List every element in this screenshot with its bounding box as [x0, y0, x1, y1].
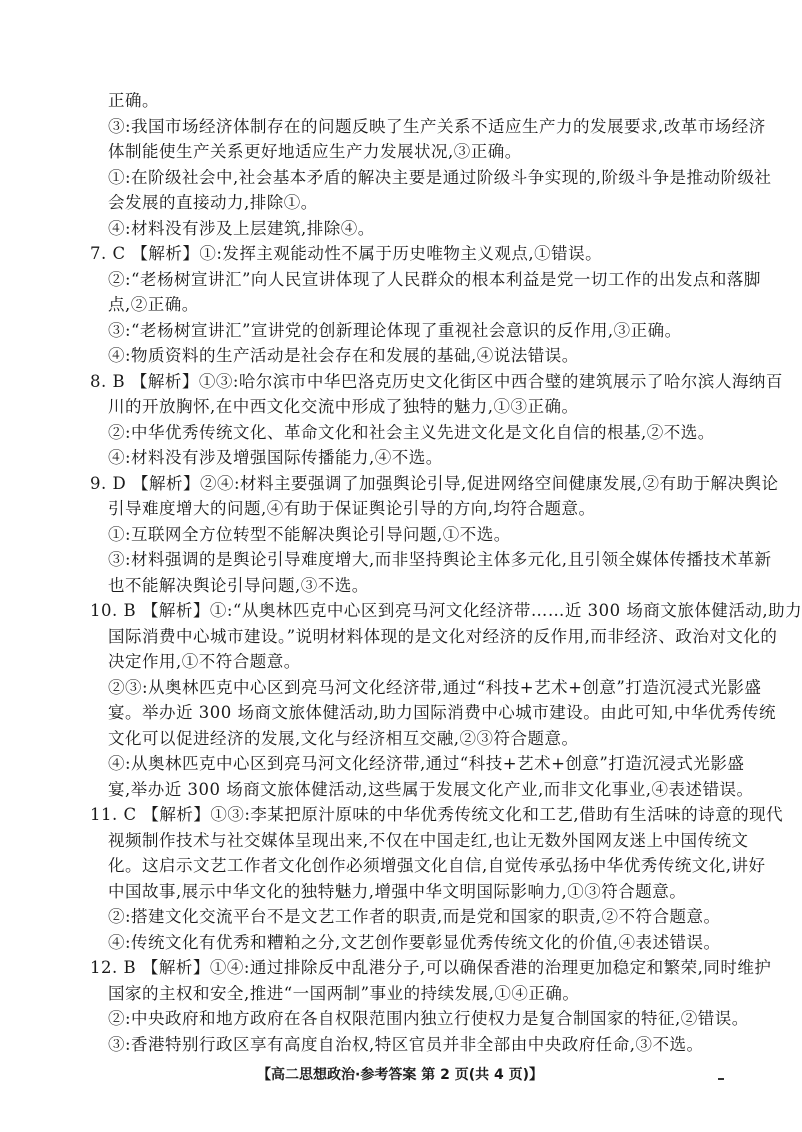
answer-line: 体制能使生产关系更好地适应生产力发展状况,③正确。	[108, 142, 522, 161]
question-line: 10. B 【解析】①:“从奥林匹克中心区到亮马河文化经济带……近 300 场商文旅体健活动,助力	[90, 601, 802, 620]
answer-line: ①:在阶级社会中,社会基本矛盾的解决主要是通过阶级斗争实现的,阶级斗争是推动阶级社	[108, 167, 772, 187]
answer-line: 国际消费中心城市建设。”说明材料体现的是文化对经济的反作用,而非经济、政治对文化的	[108, 626, 778, 646]
answer-line: ④:传统文化有优秀和糟粕之分,文艺创作要彰显优秀传统文化的价值,④表述错误。	[108, 932, 721, 952]
question-line: 8. B 【解析】①③:哈尔滨市中华巴洛克历史文化街区中西合璧的建筑展示了哈尔滨人海纳百	[90, 371, 783, 391]
page-footer: 【高二思想政治·参考答案 第 2 页(共 4 页)】	[257, 1067, 543, 1083]
answer-line: 点,②正确。	[108, 295, 199, 314]
question-line: 11. C 【解析】①③:李某把原汁原味的中华优秀传统文化和工艺,借助有生活味的诗意的现代	[90, 805, 784, 824]
answer-line: 中国故事,展示中华文化的独特魅力,增强中华文明国际影响力,①③符合题意。	[108, 881, 687, 901]
answer-line: ③:香港特别行政区享有高度自治权,特区官员并非全部由中央政府任命,③不选。	[108, 1034, 704, 1054]
answer-line: ④:材料没有涉及增强国际传播能力,④不选。	[108, 448, 443, 467]
question-line: 9. D 【解析】②④:材料主要强调了加强舆论引导,促进网络空间健康发展,②有助于解决舆论	[90, 473, 779, 493]
answer-line: ②③:从奥林匹克中心区到亮马河文化经济带,通过“科技+艺术+创意”打造沉浸式光影盛	[108, 677, 762, 697]
question-line: 12. B 【解析】①④:通过排除反中乱港分子,可以确保香港的治理更加稳定和繁荣,同时维护	[90, 958, 772, 977]
answer-line: ②:搭建文化交流平台不是文艺工作者的职责,而是党和国家的职责,②不符合题意。	[108, 907, 721, 926]
answer-line: ④:物质资料的生产活动是社会存在和发展的基础,④说法错误。	[108, 346, 579, 365]
answer-line: 川的开放胸怀,在中西文化交流中形成了独特的魅力,①③正确。	[108, 397, 579, 416]
answer-line: ②:“老杨树宣讲汇”向人民宣讲体现了人民群众的根本利益是党一切工作的出发点和落脚	[108, 269, 761, 289]
answer-line: 引导难度增大的问题,④有助于保证舆论引导的方向,均符合题意。	[108, 499, 596, 518]
answer-line: 宴,举办近 300 场商文旅体健活动,这些属于发展文化产业,而非文化事业,④表述错误。	[108, 779, 754, 799]
answer-content	[90, 88, 802, 1057]
answer-line: 视频制作技术与社交媒体呈现出来,不仅在中国走红,也让无数外国网友迷上中国传统文	[108, 830, 749, 850]
answer-line: ③:材料强调的是舆论引导难度增大,而非坚持舆论主体多元化,且引领全媒体传播技术革新	[108, 550, 772, 569]
answer-line: 宴。举办近 300 场商文旅体健活动,助力国际消费中心城市建设。由此可知,中华优秀传统	[108, 703, 776, 722]
answer-line: ①:互联网全方位转型不能解决舆论引导问题,①不选。	[108, 524, 511, 544]
answer-line: 决定作用,①不符合题意。	[108, 652, 301, 671]
answer-line: 也不能解决舆论引导问题,③不选。	[108, 575, 369, 595]
answer-line: ④:从奥林匹克中心区到亮马河文化经济带,通过“科技+艺术+创意”打造沉浸式光影盛	[108, 754, 745, 773]
answer-line: 文化可以促进经济的发展,文化与经济相互交融,②③符合题意。	[108, 728, 579, 748]
answer-line: 化。这启示文艺工作者文化创作必须增强文化自信,自觉传承弘扬中华优秀传统文化,讲好	[108, 856, 766, 875]
answer-line: ②:中央政府和地方政府在各自权限范围内独立行使权力是复合制国家的特征,②错误。	[108, 1009, 749, 1028]
answer-line: 正确。	[108, 91, 159, 110]
answer-line: ③:我国市场经济体制存在的问题反映了生产关系不适应生产力的发展要求,改革市场经济	[108, 116, 766, 136]
answer-line: ③:“老杨树宣讲汇”宣讲党的创新理论体现了重视社会意识的反作用,③正确。	[108, 320, 682, 340]
answer-line: ④:材料没有涉及上层建筑,排除④。	[108, 218, 375, 238]
answer-line: 国家的主权和安全,推进“一国两制”事业的持续发展,①④正确。	[108, 983, 580, 1003]
answer-line: ②:中华优秀传统文化、革命文化和社会主义先进文化是文化自信的根基,②不选。	[108, 422, 715, 442]
question-line: 7. C 【解析】①:发挥主观能动性不属于历史唯物主义观点,①错误。	[90, 244, 603, 263]
answer-line: 会发展的直接动力,排除①。	[108, 193, 318, 212]
corner-mark	[718, 1078, 724, 1080]
